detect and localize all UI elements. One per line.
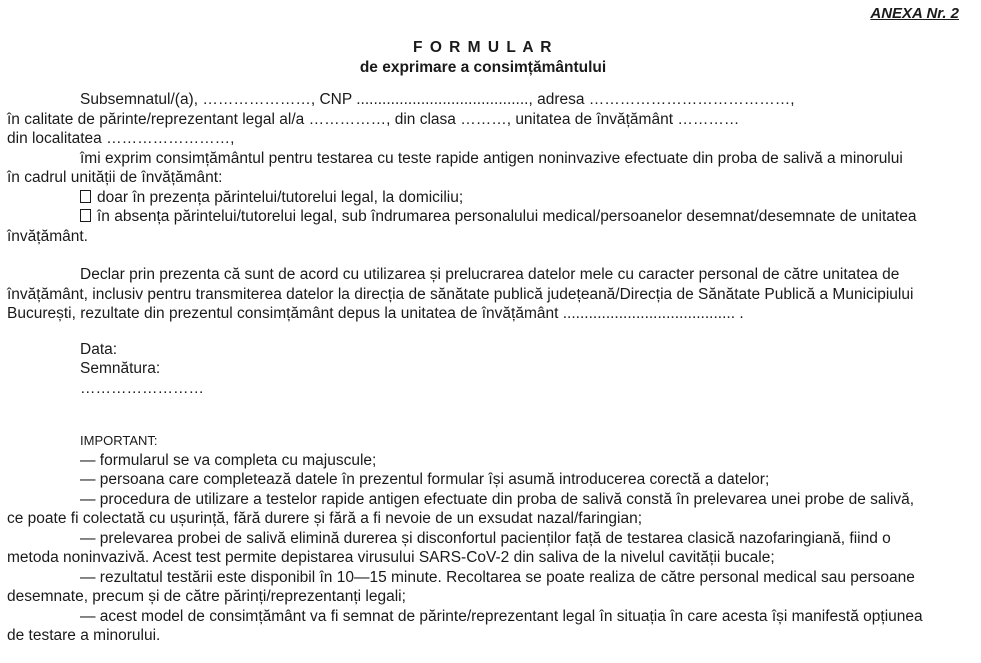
declaration-paragraph	[7, 265, 959, 324]
important-item: — procedura de utilizare a testelor rapide antigen efectuate din proba de salivă constă în prelevarea unei probe de salivă,	[80, 490, 915, 508]
important-item: — formularul se va completa cu majuscule;	[80, 451, 377, 469]
name-blank[interactable]: …………………	[202, 91, 311, 108]
identity-line-3	[7, 129, 959, 149]
form-title: F O R M U L A R	[413, 39, 553, 56]
option-school-label-line1: în absența părintelui/tutorelui legal, sub îndrumarea personalului medical/persoanelor desemnat/desemnate de unitatea	[97, 208, 917, 225]
important-item: — prelevarea probei de salivă elimină durerea și disconfortul pacienților față de testarea clasică nazofaringiană, fiind o	[80, 529, 891, 547]
declaration-school-blank[interactable]: ........................................	[562, 305, 736, 322]
address-blank[interactable]: …………………………………	[588, 91, 791, 108]
declaration-line-3-text: București, rezultate din prezentul consimțământ depus la unitatea de învățământ	[7, 305, 563, 322]
identity-line-1	[7, 90, 959, 110]
identity-paragraph	[7, 90, 959, 246]
declaration-line-3	[7, 304, 959, 324]
date-label: Data:	[80, 340, 118, 358]
important-item-continuation: desemnate, precum și de către părinți/reprezentanți legali;	[7, 588, 406, 605]
option-home	[7, 188, 959, 208]
consent-line-2: în cadrul unității de învățământ:	[7, 169, 223, 186]
option-home-label: doar în prezența părintelui/tutorelui legal, la domiciliu;	[97, 188, 464, 206]
identity-intro-text: Subsemnatul/(a),	[80, 91, 203, 108]
locality-blank[interactable]: ……………………	[106, 130, 231, 147]
cnp-label-text: , CNP	[310, 91, 357, 108]
consent-line-1: îmi exprim consimțământul pentru testarea cu teste rapide antigen noninvazive efectuate din proba de salivă a minorului	[80, 149, 903, 167]
class-label-text: , din clasa	[386, 110, 461, 128]
declaration-line-2: învățământ, inclusiv pentru transmiterea datelor la direcția de sănătate publică județeană/Direcția de Sănătate Publică a Municipiului	[7, 285, 914, 303]
comma-text: ,	[790, 91, 795, 108]
important-item-continuation: metoda noninvazivă. Acest test permite depistarea virusului SARS-CoV-2 din saliva de la nivelul cavității bucale;	[7, 549, 775, 566]
important-item-continuation: de testare a minorului.	[7, 627, 161, 644]
checkbox-school-option[interactable]	[80, 209, 91, 222]
option-school	[7, 207, 959, 227]
important-item-continuation: ce poate fi colectată cu ușurință, fără durere și fără a fi nevoie de un exsudat nazal/faringian;	[7, 510, 643, 527]
important-item: — rezultatul testării este disponibil în 10—15 minute. Recoltarea se poate realiza de către personal medical sau persoane	[80, 568, 915, 586]
address-label-text: , adresa	[528, 91, 589, 108]
class-blank[interactable]: ………	[460, 110, 507, 128]
identity-line-2	[7, 110, 959, 130]
signature-block	[7, 340, 959, 399]
signature-blank[interactable]: ……………………	[80, 379, 204, 397]
school-label-text: , unitatea de învățământ	[506, 110, 678, 128]
important-item: — persoana care completează datele în prezentul formular își asumă introducerea corectă a datelor;	[80, 471, 770, 488]
annex-label: ANEXA Nr. 2	[870, 5, 959, 22]
locality-label-text: din localitatea	[7, 130, 107, 147]
important-heading: IMPORTANT:	[80, 433, 158, 448]
role-text: în calitate de părinte/reprezentant legal al/a	[7, 110, 309, 128]
form-subtitle: de exprimare a consimțământului	[359, 59, 607, 76]
child-name-blank[interactable]: ……………	[308, 110, 387, 128]
school-blank[interactable]: …………	[677, 110, 740, 128]
comma-text: ,	[230, 130, 235, 147]
declaration-end-text: .	[735, 305, 744, 322]
checkbox-home-option[interactable]	[80, 190, 91, 203]
cnp-blank[interactable]: ........................................	[356, 91, 529, 108]
declaration-line-1: Declar prin prezenta că sunt de acord cu utilizarea și prelucrarea datelor mele cu caracter personal de către unitatea de	[80, 266, 900, 283]
signature-label: Semnătura:	[80, 360, 161, 377]
important-section	[7, 431, 959, 646]
option-school-label-line2: învățământ.	[7, 227, 88, 245]
important-item: — acest model de consimțământ va fi semnat de părinte/reprezentant legal în situația în care acesta își manifestă opțiunea	[80, 607, 923, 625]
